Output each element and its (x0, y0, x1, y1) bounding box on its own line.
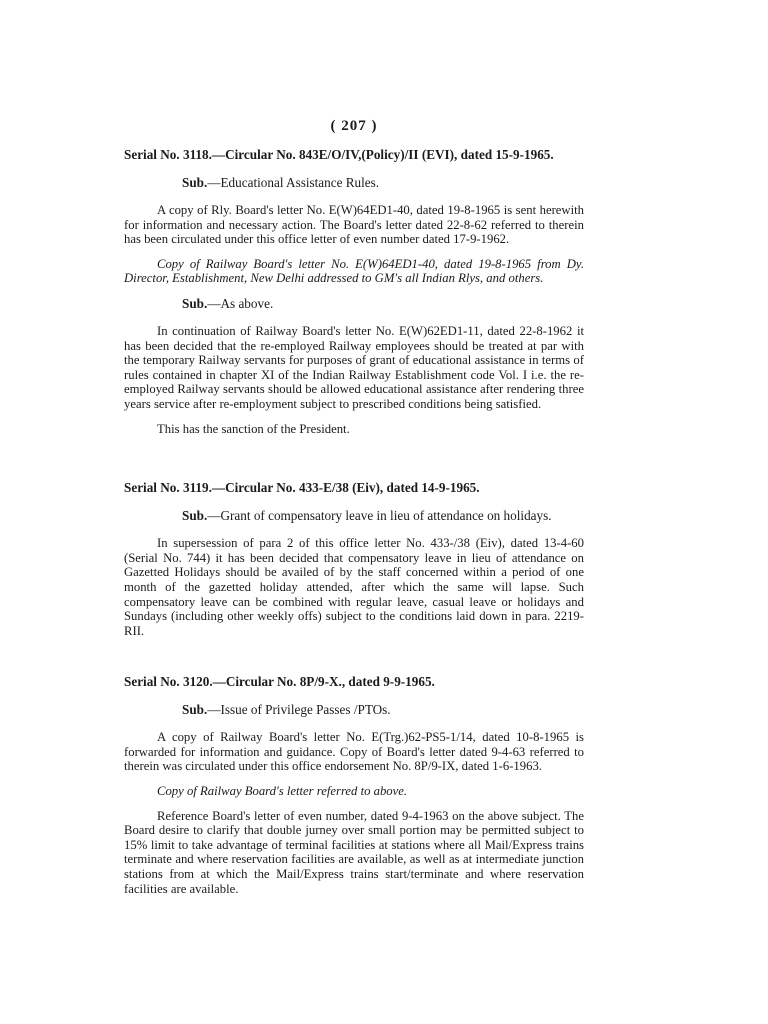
subject-text: —As above. (207, 295, 274, 311)
subject-line (182, 508, 584, 524)
section-serial-3120 (124, 674, 584, 896)
section-serial-3118 (124, 147, 584, 436)
subject-prefix: Sub. (182, 175, 208, 190)
subject-prefix: Sub. (182, 702, 208, 718)
paragraph: In supersession of para 2 of this office letter No. 433-/38 (Eiv), dated 13-4-60 (Serial No. 744) it has been decided that compensatory leave in lieu of attendance on Gazetted Holidays should be availed of by the staff concerned within a period of one month of the gazetted holiday attended, after which the same will lapse. Such compensatory leave can be combined with regular leave, casual leave or holidays and Sundays (including other weekly offs) subject to the conditions laid down in para. 2219-RII. (124, 536, 584, 638)
subject-text: —Educational Assistance Rules. (207, 175, 380, 190)
subject-prefix: Sub. (182, 295, 208, 311)
serial-heading: Serial No. 3119.—Circular No. 433-E/38 (Eiv), dated 14-9-1965. (124, 480, 480, 496)
subject-line (182, 296, 584, 312)
section-gap (124, 446, 584, 480)
serial-heading: Serial No. 3118.—Circular No. 843E/O/IV,(Policy)/II (EVI), dated 15-9-1965. (124, 147, 554, 162)
copy-of-letter-note: Copy of Railway Board's letter No. E(W)64ED1-40, dated 19-8-1965 from Dy. Director, Establishment, New Delhi addressed to GM's all Indian Rlys, and others. (124, 256, 584, 286)
paragraph: This has the sanction of the President. (157, 421, 350, 436)
paragraph: A copy of Rly. Board's letter No. E(W)64ED1-40, dated 19-8-1965 is sent herewith for information and necessary action. The Board's letter dated 22-8-62 referred to therein has been circulated under this office letter of even number dated 17-9-1962. (124, 203, 584, 247)
page-content (124, 112, 584, 906)
subject-text: —Grant of compensatory leave in lieu of attendance on holidays. (207, 508, 552, 524)
subject-line (182, 702, 584, 718)
paragraph: In continuation of Railway Board's letter No. E(W)62ED1-11, dated 22-8-1962 it has been decided that the re-employed Railway employees should be treated at par with the temporary Railway servants for purposes of grant of educational assistance in terms of rules contained in chapter XI of the Indian Railway Establishment code Vol. I i.e. the re-employed Railway servants should be allowed educational assistance after rendering three years service after re-employment subject to prescribed conditions being satisfied. (124, 323, 584, 411)
paragraph: Reference Board's letter of even number, dated 9-4-1963 on the above subject. The Board desire to clarify that double jurney over small portion may be permitted subject to 15% limit to take advantage of terminal facilities at stations where all Mail/Express trains terminate and where reservation facilities are available, as well as at intermediate junction stations from at which the Mail/Express trains start/terminate and where reservation facilities are available. (124, 808, 584, 896)
subject-line (182, 175, 584, 191)
section-serial-3119 (124, 480, 584, 638)
subject-prefix: Sub. (182, 508, 208, 524)
section-gap (124, 648, 584, 674)
subject-text: —Issue of Privilege Passes /PTOs. (207, 702, 391, 718)
serial-heading: Serial No. 3120.—Circular No. 8P/9-X., dated 9-9-1965. (124, 674, 435, 690)
paragraph: A copy of Railway Board's letter No. E(Trg.)62-PS5-1/14, dated 10-8-1965 is forwarded for information and guidance. Copy of Board's letter dated 9-4-63 referred to therein was circulated under this office endorsement No. 8P/9-IX, dated 1-6-1963. (124, 730, 584, 774)
page-number: ( 207 ) (330, 118, 378, 134)
copy-of-letter-note: Copy of Railway Board's letter referred to above. (157, 784, 408, 799)
